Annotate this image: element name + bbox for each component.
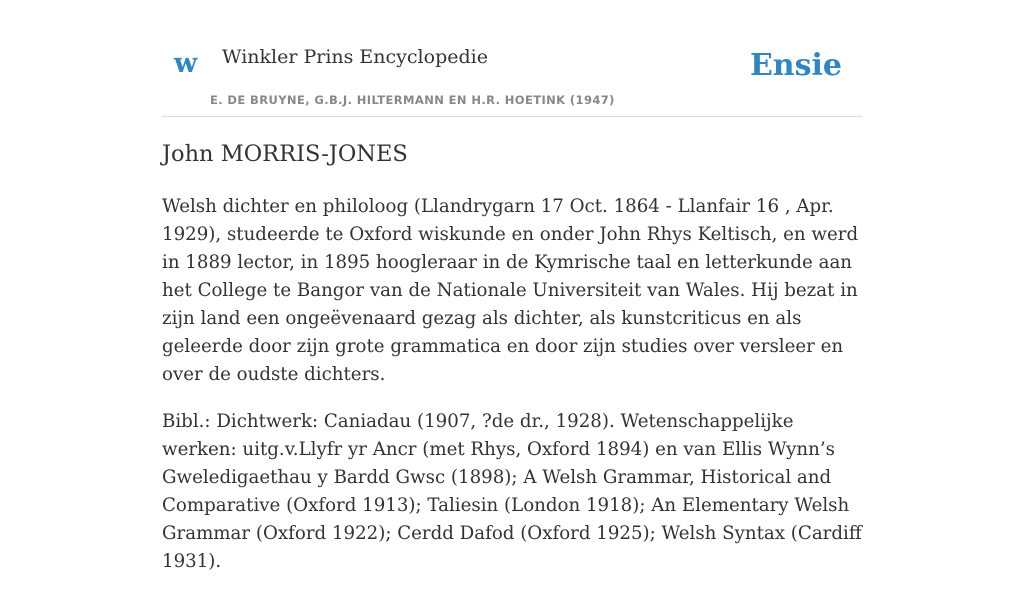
- entry-paragraph: Welsh dichter en philoloog (Llandrygarn 17 Oct. 1864 - Llanfair 16 , Apr. 1929), studeerde te Oxford wiskunde en onder John Rhys Keltisch, en werd in 1889 lector, in 1895 hoogleraar in de Kymrische taal en letterkunde aan het College te Bangor van de Nationale Universiteit van Wales. Hij bezat in zijn land een ongeëvenaard gezag als dichter, als kunstcriticus en als geleerde door zijn grote grammatica en door zijn studies over versleer en over de oudste dichters.: [162, 196, 859, 385]
- book-title[interactable]: Winkler Prins Encyclopedie: [222, 46, 488, 68]
- book-authors: E. DE BRUYNE, G.B.J. HILTERMANN EN H.R. HOETINK (1947): [210, 93, 615, 107]
- entry-bibliography: Bibl.: Dichtwerk: Caniadau (1907, ?de dr., 1928). Wetenschappelijke werken: uitg.v.Llyfr yr Ancr (met Rhys, Oxford 1894) en van Ellis Wynn’s Gweledigaethau y Bardd Gwsc (1898); A Welsh Grammar, Historical and Comparative (Oxford 1913); Taliesin (London 1918); An Elementary Welsh Grammar (Oxford 1922); Cerdd Dafod (Oxford 1925); Welsh Syntax (Cardiff 1931).: [162, 411, 862, 572]
- entry-content: [162, 193, 867, 595]
- brand-logo-link[interactable]: Ensie: [749, 48, 842, 83]
- page-header: [162, 0, 862, 117]
- entry-title: John MORRIS-JONES: [162, 141, 408, 167]
- book-logo-icon[interactable]: w: [174, 48, 198, 79]
